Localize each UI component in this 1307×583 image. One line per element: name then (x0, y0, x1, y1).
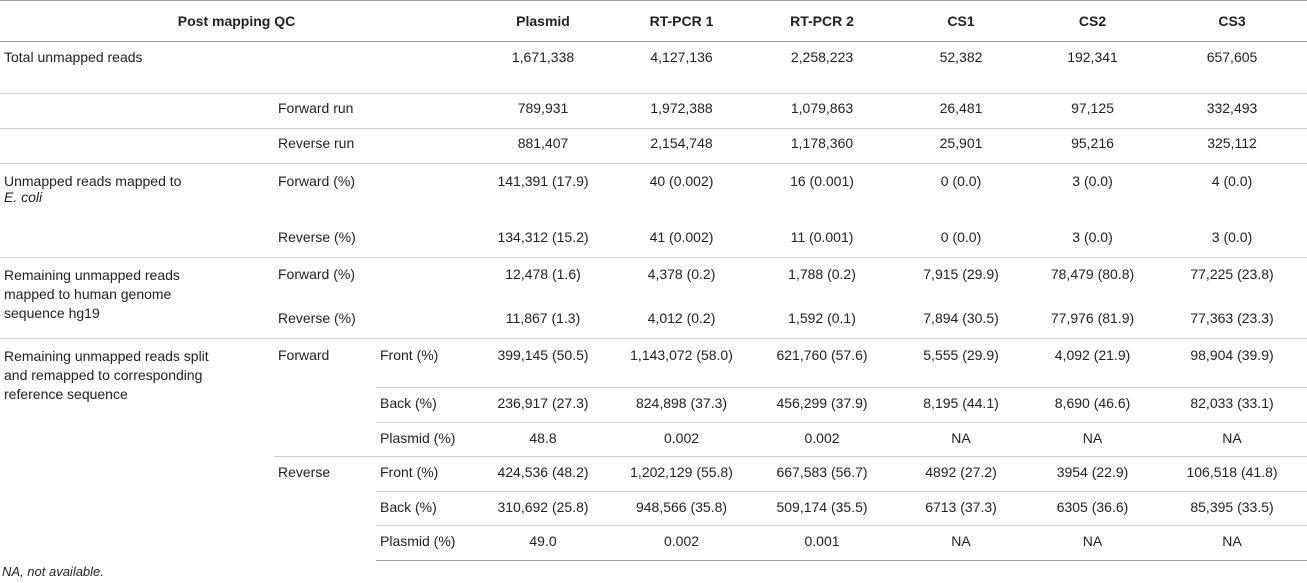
table-cell: 49.0 (473, 526, 613, 561)
table-cell: 4892 (27.2) (894, 457, 1028, 492)
table-cell: 25,901 (894, 129, 1028, 164)
table-cell: 77,976 (81.9) (1050, 310, 1135, 326)
table-cell: 8,690 (46.6) (1028, 388, 1157, 423)
table-cell: 7,894 (30.5) (923, 310, 999, 326)
table-cell: 48.8 (473, 423, 613, 457)
row-group-label-line: E. coli (4, 189, 43, 205)
table-cell: 141,391 (17.9) (473, 164, 613, 224)
col-header: RT-PCR 1 (613, 1, 750, 42)
row-group-label-line: reference sequence (4, 386, 128, 402)
table-cell: NA (894, 423, 1028, 457)
row-group-label-line: Remaining unmapped reads split (4, 348, 209, 364)
row-group-label (0, 258, 274, 339)
table-cell: 40 (0.002) (613, 164, 750, 224)
row-group-label-line: Remaining unmapped reads (4, 267, 180, 283)
table-cell: 85,395 (33.5) (1157, 492, 1307, 526)
table-cell: 657,605 (1206, 49, 1258, 65)
table-cell: 11,867 (1.3) (505, 310, 581, 326)
table-cell: 11 (0.001) (790, 229, 854, 245)
table-cell: NA (1157, 423, 1307, 457)
table-row (0, 164, 1307, 224)
row-group-label (0, 164, 274, 258)
table-cell: 52,382 (939, 49, 983, 65)
row-label: Front (%) (376, 457, 473, 492)
table-cell: 97,125 (1028, 94, 1157, 129)
table-row (0, 94, 1307, 129)
table-cell: 509,174 (35.5) (750, 492, 894, 526)
table-cell: 789,931 (473, 94, 613, 129)
table-cell: 310,692 (25.8) (473, 492, 613, 526)
header-title: Post mapping QC (0, 1, 473, 42)
table-cell: 0.002 (613, 526, 750, 561)
row-label: Plasmid (%) (376, 423, 473, 457)
table-cell: 4,127,136 (650, 49, 713, 65)
table-cell: NA (1157, 526, 1307, 561)
row-group-label-line: sequence hg19 (4, 305, 100, 321)
row-label: Forward (%) (274, 258, 473, 305)
table-cell: 98,904 (39.9) (1157, 339, 1307, 388)
table-cell: 332,493 (1157, 94, 1307, 129)
table-cell: 456,299 (37.9) (750, 388, 894, 423)
table-row (0, 42, 1307, 94)
table-cell: 325,112 (1157, 129, 1307, 164)
table-row (0, 129, 1307, 164)
table-cell: 424,536 (48.2) (473, 457, 613, 492)
table-cell: 0.002 (613, 423, 750, 457)
table-cell: 4,092 (21.9) (1028, 339, 1157, 388)
table-cell: 1,079,863 (750, 94, 894, 129)
table-cell: 192,341 (1067, 49, 1118, 65)
col-header: CS2 (1028, 1, 1157, 42)
table-cell: 948,566 (35.8) (613, 492, 750, 526)
table-cell: 621,760 (57.6) (750, 339, 894, 388)
table-cell: 77,363 (23.3) (1190, 310, 1274, 326)
table-cell: 1,592 (0.1) (788, 310, 856, 326)
table-footnote: NA, not available. (2, 564, 104, 579)
table-cell: 6305 (36.6) (1028, 492, 1157, 526)
table-cell: 4 (0.0) (1157, 164, 1307, 224)
row-label: Total unmapped reads (4, 49, 143, 65)
table-cell: 77,225 (23.8) (1157, 258, 1307, 305)
table-cell: 12,478 (1.6) (473, 258, 613, 305)
table-cell: 3 (0.0) (1072, 229, 1113, 245)
row-label: Forward (%) (274, 164, 473, 224)
table-cell: 1,972,388 (613, 94, 750, 129)
table-cell: 2,154,748 (613, 129, 750, 164)
row-subgroup-label: Reverse (274, 457, 376, 561)
table-cell: 1,143,072 (58.0) (613, 339, 750, 388)
table-cell: 1,178,360 (750, 129, 894, 164)
table-cell: NA (894, 526, 1028, 561)
table-cell: 41 (0.002) (649, 229, 714, 245)
table-cell: 824,898 (37.3) (613, 388, 750, 423)
table-row (0, 258, 1307, 305)
table-cell: 667,583 (56.7) (750, 457, 894, 492)
table-cell: 0 (0.0) (940, 229, 982, 245)
row-label: Back (%) (376, 492, 473, 526)
table-cell: 0 (0.0) (894, 164, 1028, 224)
row-group-label (0, 339, 274, 561)
table-cell: 4,378 (0.2) (613, 258, 750, 305)
table-cell: 7,915 (29.9) (894, 258, 1028, 305)
row-label: Forward run (274, 94, 473, 129)
row-label: Back (%) (376, 388, 473, 423)
table-cell: 1,202,129 (55.8) (613, 457, 750, 492)
table-cell: 16 (0.001) (750, 164, 894, 224)
table-cell: 3954 (22.9) (1028, 457, 1157, 492)
col-header: CS3 (1157, 1, 1307, 42)
table-cell: 8,195 (44.1) (894, 388, 1028, 423)
table-cell: NA (1028, 526, 1157, 561)
row-group-label-line: mapped to human genome (4, 286, 172, 302)
row-label: Plasmid (%) (376, 526, 473, 561)
table-cell: 0.002 (750, 423, 894, 457)
table-cell: 6713 (37.3) (894, 492, 1028, 526)
table-cell: 82,033 (33.1) (1157, 388, 1307, 423)
row-group-label-line: Unmapped reads mapped to (4, 173, 182, 189)
table-cell: 3 (0.0) (1211, 229, 1253, 245)
table-cell: 236,917 (27.3) (473, 388, 613, 423)
table-cell: 1,788 (0.2) (750, 258, 894, 305)
row-label: Front (%) (376, 339, 473, 388)
table-cell: 106,518 (41.8) (1157, 457, 1307, 492)
row-label: Reverse run (274, 129, 473, 164)
row-label: Reverse (%) (278, 229, 356, 245)
col-header: CS1 (894, 1, 1028, 42)
table-cell: 3 (0.0) (1028, 164, 1157, 224)
row-subgroup-label: Forward (274, 339, 376, 457)
table-cell: 78,479 (80.8) (1028, 258, 1157, 305)
table-cell: 399,145 (50.5) (473, 339, 613, 388)
table-cell: 881,407 (473, 129, 613, 164)
table-cell: 2,258,223 (790, 49, 854, 65)
table-cell: 134,312 (15.2) (497, 229, 589, 245)
row-group-label-line: and remapped to corresponding (4, 367, 203, 383)
table-cell: 0.001 (750, 526, 894, 561)
table-cell: 95,216 (1028, 129, 1157, 164)
col-header: Plasmid (473, 1, 613, 42)
table-row (0, 339, 1307, 388)
header-row (0, 1, 1307, 42)
table-cell: 5,555 (29.9) (894, 339, 1028, 388)
table-cell: 1,671,338 (511, 49, 575, 65)
table-cell: 4,012 (0.2) (647, 310, 716, 326)
col-header: RT-PCR 2 (750, 1, 894, 42)
row-label: Reverse (%) (278, 310, 356, 326)
table-cell: NA (1028, 423, 1157, 457)
table-cell: 26,481 (894, 94, 1028, 129)
